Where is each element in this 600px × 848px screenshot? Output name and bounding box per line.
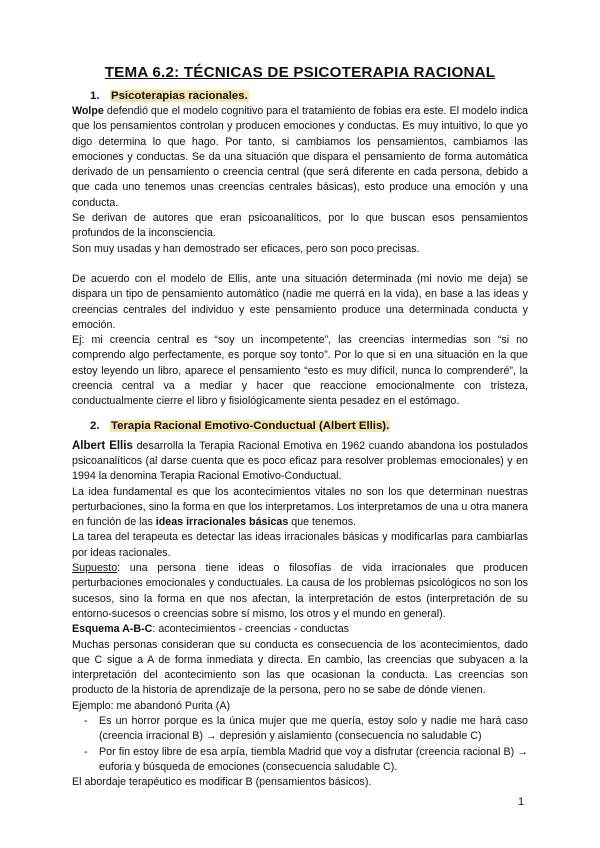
section-2-paragraph-2	[72, 485, 528, 531]
section-1-paragraph-3: Son muy usadas y han demostrado ser eficaces, pero son poco precisas.	[72, 242, 420, 255]
ideas-irracionales-bold: ideas irracionales básicas	[155, 516, 289, 529]
list-item: - Por fin estoy libre de esa arpía, tiembla Madrid que voy a disfrutar (creencia racional B) → euforia y búsqueda de emociones (consecuencia saludable C).	[72, 745, 528, 776]
example-list	[72, 714, 528, 775]
section-2-number: 2.	[90, 420, 100, 433]
spacer	[72, 410, 528, 418]
section-2-paragraph-8: El abordaje terapéutico es modificar B (pensamientos básicos).	[72, 776, 372, 789]
section-1-paragraph-1-text: defendió que el modelo cognitivo para el tratamiento de fobias era este. El modelo indica que los pensamientos controlan y producen emociones y conductas. Es muy intuitivo, lo que yo digo determina lo que hago. Por tanto, si cambiamos los pensamientos, cambiamos las emociones y conductas. Se da una situación que dispara el pensamiento de forma automática derivado de un pensamiento o creencia central (que será diferente en cada persona, debido a que cada uno tenemos unas creencias centrales básicas), esto produce una emoción y una conducta.	[72, 105, 528, 209]
section-2-heading	[90, 418, 528, 435]
section-2-paragraph-1	[72, 439, 528, 485]
page-number: 1	[518, 796, 525, 808]
section-2-paragraph-3: La tarea del terapeuta es detectar las ideas irracionales básicas y modificarlas para cambiarlas por ideas racionales.	[72, 531, 528, 559]
section-2-paragraph-2-text: La idea fundamental es que los acontecimientos vitales no son los que determinan nuestras perturbaciones, sino la forma en que los interpretamos. Los interpretamos de una u otra manera en función de las	[72, 485, 528, 529]
section-2-paragraph-2-end: que tenemos.	[288, 516, 357, 529]
section-1-title: Psicoterapias racionales.	[111, 89, 248, 102]
spacer	[72, 257, 528, 272]
section-2-paragraph-5-text: : acontecimientos - creencias - conductas	[152, 623, 349, 636]
section-2-title: Terapia Racional Emotivo-Conductual (Albert Ellis).	[111, 420, 390, 433]
section-2-paragraph-4	[72, 561, 528, 622]
section-1-paragraph-1	[72, 104, 528, 211]
ellis-name: Albert Ellis	[72, 439, 133, 452]
section-2-paragraph-6: Muchas personas consideran que su conducta es consecuencia de los acontecimientos, dado que C sigue a A de forma inmediata y directa. En cambio, las creencias que subyacen a la interpretación del acontecimiento son las que ocasionan la conducta. Las creencias son producto de la historia de aprendizaje de la persona, pero no se sabe de dónde vienen.	[72, 638, 528, 697]
document-page	[72, 64, 528, 790]
list-item: - Es un horror porque es la única mujer que me quería, estoy solo y nadie me hará caso (creencia irracional B) → depresión y aislamiento (consecuencia no saludable C)	[72, 714, 528, 745]
wolpe-name: Wolpe	[72, 105, 104, 117]
section-2-paragraph-1-text: desarrolla la Terapia Racional Emotiva en 1962 cuando abandona los postulados psicoanalíticos (al darse cuenta que es poco eficaz para resolver problemas emocionales) y en 1994 la denomina Terapia Racional Emotivo-Conductual.	[72, 439, 528, 483]
section-2-paragraph-4-text: : una persona tiene ideas o filosofías de vida irracionales que producen perturbaciones emocionales y conductuales. La causa de los problemas psicológicos no son los sucesos, sino la forma en que nos afectan, la interpretación de estos (interpretación de su entorno-sucesos o creencias sobre sí mismo, los otros y el mundo en general).	[72, 562, 528, 620]
section-2-paragraph-7: Ejemplo: me abandonó Purita (A)	[72, 699, 231, 712]
document-title: TEMA 6.2: TÉCNICAS DE PSICOTERAPIA RACIONAL	[104, 64, 496, 81]
section-1-number: 1.	[90, 89, 100, 102]
section-1-heading	[90, 87, 528, 104]
section-2-paragraph-5	[72, 622, 528, 637]
supuesto-label: Supuesto	[72, 562, 118, 575]
esquema-abc-label: Esquema A-B-C	[72, 623, 153, 636]
section-1-paragraph-5: Ej: mi creencia central es “soy un incompetente”, las creencias intermedias son “si no comprendo algo perfectamente, es porque soy tonto”. Por lo que si en una situación en la que estoy leyendo un libro, aparece el pensamiento “esto es muy difícil, nunca lo comprenderé”, la creencia central va a mediar y hacer que reaccione emocionalmente con tristeza, conductualmente cierre el libro y fisiológicamente sienta pesadez en el estómago.	[72, 334, 528, 408]
section-1-paragraph-2: Se derivan de autores que eran psicoanalíticos, por lo que buscan esos pensamientos profundos de la inconsciencia.	[72, 212, 528, 240]
section-1-paragraph-4: De acuerdo con el modelo de Ellis, ante una situación determinada (mi novio me deja) se dispara un tipo de pensamiento automático (nadie me querrá en la vida), en base a las ideas y creencias centrales del individuo y este pensamiento produce una determinada conducta y emoción.	[72, 272, 528, 331]
